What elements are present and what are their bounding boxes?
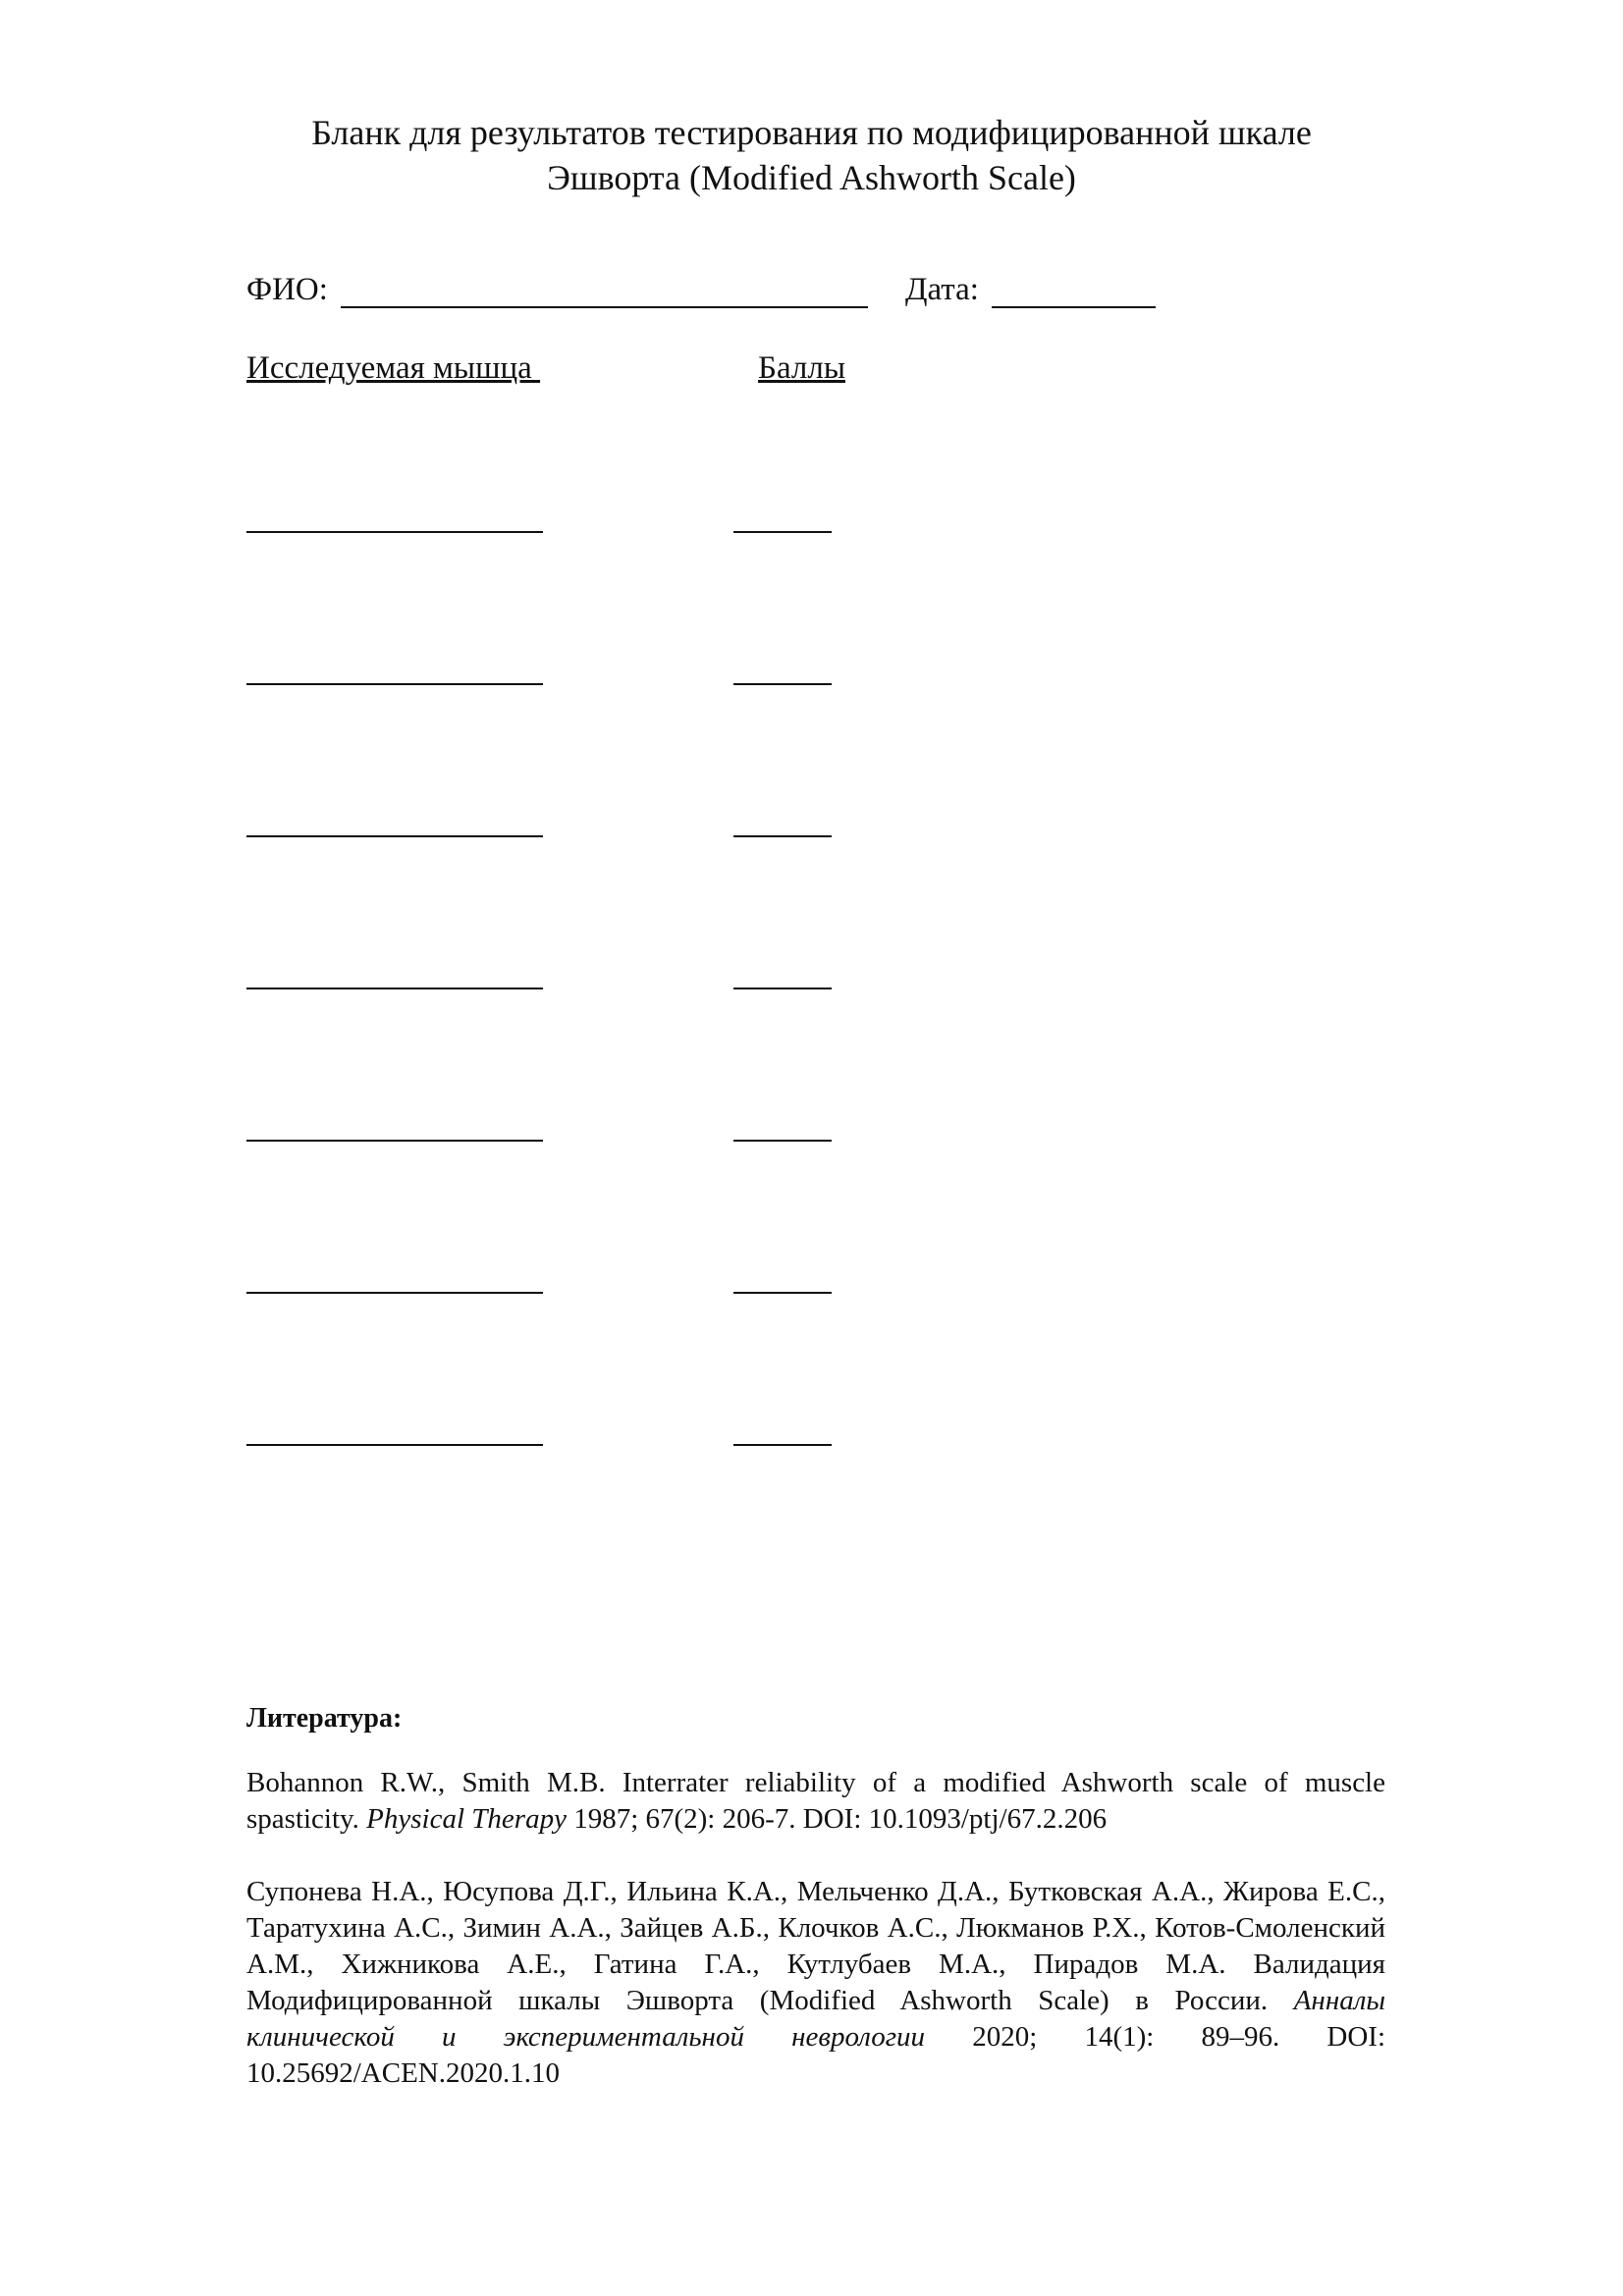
- score-blank-field[interactable]: [733, 988, 832, 989]
- score-column-header: Баллы: [758, 350, 845, 386]
- reference-2-text: Супонева Н.А., Юсупова Д.Г., Ильина К.А., Мельченко Д.А., Бутковская А.А., Жирова Е.С., Таратухина А.С., Зимин А.А., Зайцев А.Б., Клочков А.С., Люкманов Р.Х., Котов-Смоленский А.М., Хижникова А.Е., Гатина Г.А., Кутлубаев М.А., Пирадов М.А. Валидация Модифицированной шкалы Эшворта (Modified Ashworth Scale) в России.: [246, 1876, 1385, 2016]
- reference-2-details: 2020; 14(1): 89–96. DOI: 10.25692/ACEN.2020.1.10: [246, 2021, 1386, 2089]
- muscle-blank-field[interactable]: [246, 1140, 543, 1142]
- fio-blank-field[interactable]: [341, 306, 868, 308]
- title-line-1: Бланк для результатов тестирования по модифицированной шкале: [311, 113, 1312, 152]
- muscle-column-header: Исследуемая мышца: [246, 350, 541, 386]
- fio-label: ФИО:: [246, 272, 328, 307]
- reference-1-text: Bohannon R.W., Smith M.B. Interrater reliability of a modified Ashworth scale of muscle spasticity.: [246, 1767, 1385, 1835]
- muscle-blank-field[interactable]: [246, 988, 543, 989]
- reference-1: [246, 1765, 1385, 1838]
- page-title: [0, 110, 1623, 200]
- muscle-blank-field[interactable]: [246, 531, 543, 533]
- score-blank-field[interactable]: [733, 1140, 832, 1142]
- reference-1-journal: Physical Therapy: [366, 1803, 567, 1835]
- muscle-blank-field[interactable]: [246, 683, 543, 685]
- date-blank-field[interactable]: [992, 306, 1156, 308]
- score-blank-field[interactable]: [733, 1292, 832, 1294]
- score-blank-field[interactable]: [733, 683, 832, 685]
- date-label: Дата:: [905, 272, 979, 307]
- muscle-blank-field[interactable]: [246, 1444, 543, 1446]
- muscle-blank-field[interactable]: [246, 1292, 543, 1294]
- reference-2: [246, 1874, 1385, 2092]
- references-heading: Литература:: [246, 1703, 403, 1734]
- muscle-blank-field[interactable]: [246, 835, 543, 837]
- reference-1-details: 1987; 67(2): 206-7. DOI: 10.1093/ptj/67.2.206: [566, 1803, 1108, 1835]
- score-blank-field[interactable]: [733, 1444, 832, 1446]
- reference-2-journal: Анналы клинической и экспериментальной неврологии: [246, 1985, 1385, 2053]
- title-line-2: Эшворта (Modified Ashworth Scale): [547, 158, 1076, 197]
- score-blank-field[interactable]: [733, 835, 832, 837]
- score-blank-field[interactable]: [733, 531, 832, 533]
